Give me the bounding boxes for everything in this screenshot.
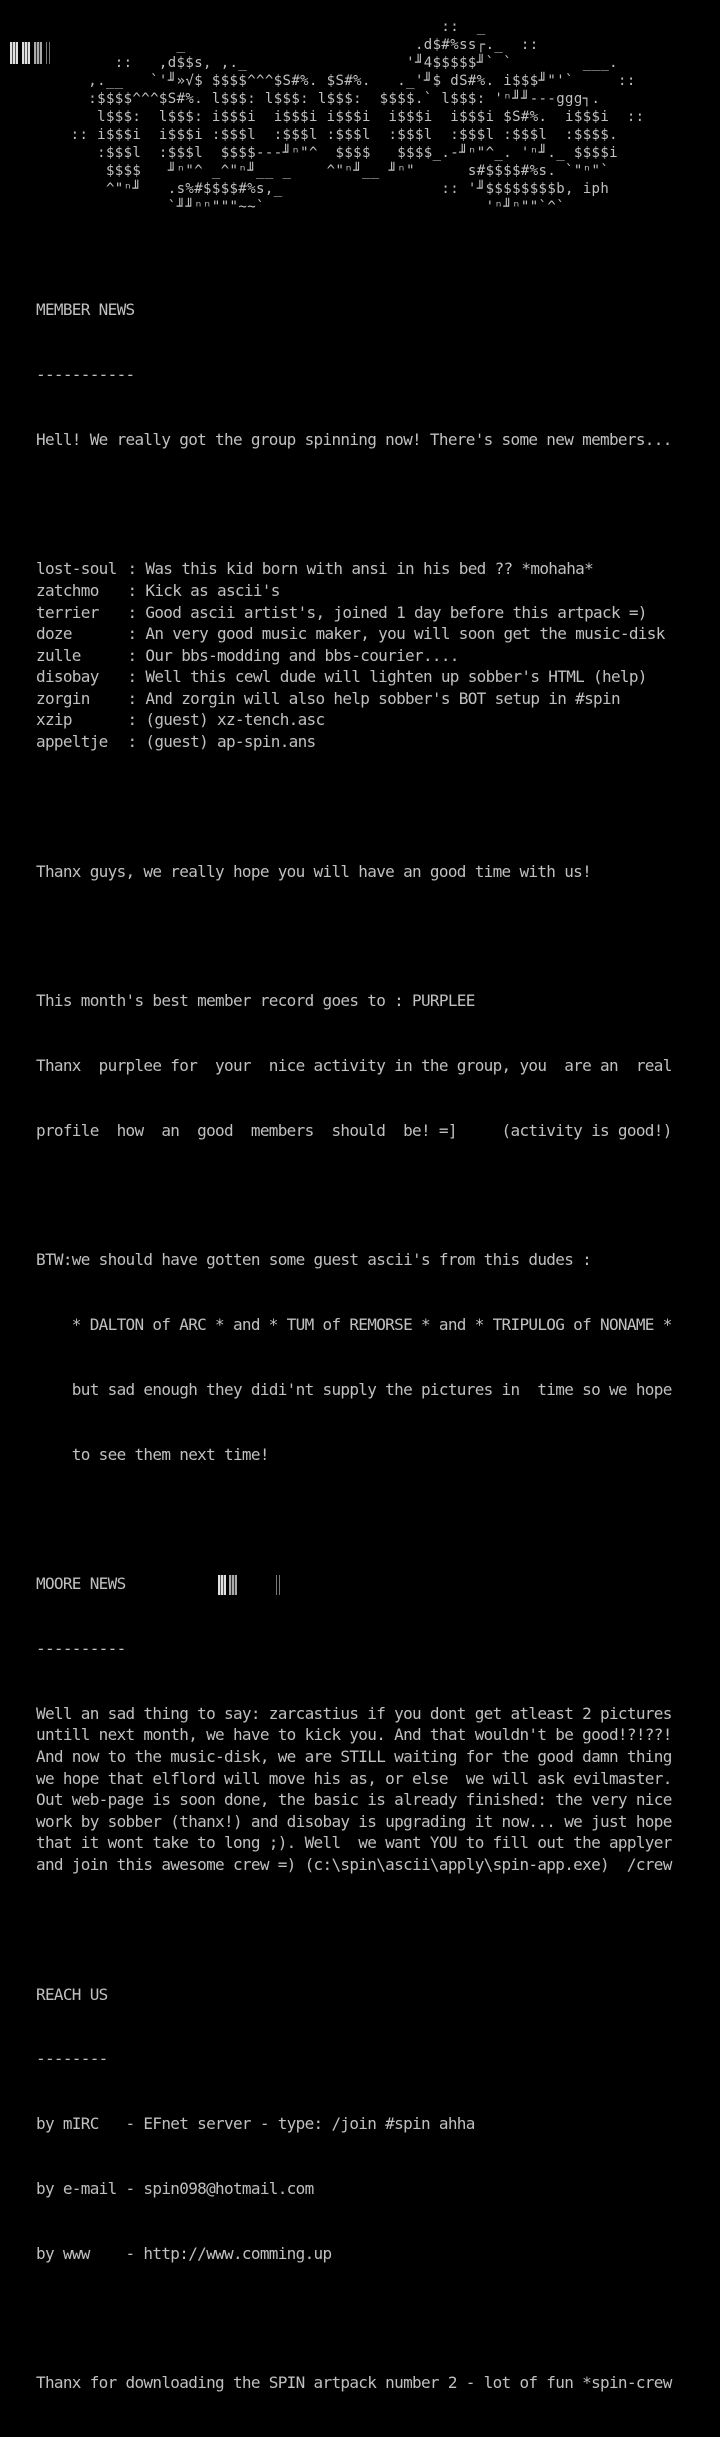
reach-mirc: by mIRC - EFnet server - type: /join #spin ahha [36, 2114, 475, 2134]
member-news-title: MEMBER NEWS [36, 300, 135, 320]
shade-block [276, 1575, 282, 1595]
member-row [36, 666, 672, 688]
blank-line [36, 1185, 672, 1207]
member-news-underline: ----------- [36, 364, 135, 384]
btw-line: to see them next time! [36, 1444, 269, 1464]
blank-line [36, 1508, 672, 1530]
member-separator: : [127, 602, 146, 622]
moore-news-line: and join this awesome crew =) (c:\spin\ascii\apply\spin-app.exe) /crew [36, 1854, 672, 1874]
reach-www: by www - http://www.comming.up [36, 2243, 332, 2263]
nfo-body [36, 256, 672, 2437]
moore-news-line: untill next month, we have to kick you. And that wouldn't be good!?!??! [36, 1725, 672, 1745]
member-separator: : [127, 580, 146, 600]
moore-news-line: that it wont take to long ;). Well we want YOU to fill out the applyer [36, 1833, 672, 1853]
moore-news-underline: ---------- [36, 1639, 126, 1658]
member-name: zulle [36, 645, 81, 665]
member-list [36, 558, 672, 752]
member-name: appeltje [36, 732, 108, 752]
blank-line [36, 494, 672, 516]
member-name: terrier [36, 602, 99, 622]
member-name: disobay [36, 667, 99, 687]
blank-line [36, 796, 672, 818]
record-desc: Thanx purplee for your nice activity in the group, you are an real [36, 1055, 672, 1075]
blank-line [36, 1919, 672, 1941]
member-row [36, 645, 672, 667]
member-name: xzip [36, 710, 72, 730]
member-name: zatchmo [36, 580, 99, 600]
record-desc: profile how an good members should be! =] (activity is good!) [36, 1120, 672, 1140]
moore-news-line: And now to the music-disk, we are STILL waiting for the good damn thing [36, 1746, 672, 1766]
moore-news-line: Out web-page is soon done, the basic is already finished: the very nice [36, 1790, 672, 1810]
member-separator: : [127, 688, 146, 708]
member-desc: Kick as ascii's [145, 580, 280, 600]
member-separator: : [127, 559, 146, 579]
member-desc: An very good music maker, you will soon get the music-disk [145, 624, 665, 644]
btw-line: but sad enough they didi'nt supply the pictures in time so we hope [36, 1379, 672, 1399]
member-row [36, 688, 672, 710]
record-line: This month's best member record goes to : PURPLEE [36, 991, 475, 1011]
shade-block [218, 1575, 226, 1595]
member-desc: (guest) xz-tench.asc [145, 710, 325, 730]
section-shade-blocks [218, 1575, 282, 1595]
member-row [36, 623, 672, 645]
reach-us-underline: -------- [36, 2049, 108, 2069]
member-desc: And zorgin will also help sobber's BOT setup in #spin [145, 688, 620, 708]
moore-news-line: Well an sad thing to say: zarcastius if you dont get atleast 2 pictures [36, 1703, 672, 1723]
member-name: zorgin [36, 688, 90, 708]
moore-news-heading [36, 1573, 672, 1595]
moore-news-body [36, 1703, 672, 1876]
member-thanks: Thanx guys, we really hope you will have an good time with us! [36, 861, 592, 881]
member-row [36, 580, 672, 602]
shade-block [229, 1575, 237, 1595]
btw-line: BTW:we should have gotten some guest ascii's from this dudes : [36, 1250, 592, 1270]
moore-news-line: work by sobber (thanx!) and disobay is upgrading it now... we just hope [36, 1811, 672, 1831]
footer-line: Thanx for downloading the SPIN artpack number 2 - lot of fun *spin-crew [36, 2373, 672, 2393]
member-separator: : [127, 732, 146, 752]
blank-line [36, 2307, 672, 2329]
member-news-intro: Hell! We really got the group spinning now! There's some new members... [36, 429, 672, 449]
moore-news-title: MOORE NEWS [36, 1574, 126, 1594]
member-desc: Was this kid born with ansi in his bed ?? *mohaha* [145, 559, 594, 579]
member-row [36, 602, 672, 624]
member-separator: : [127, 645, 146, 665]
blank-line [36, 925, 672, 947]
member-desc: Good ascii artist's, joined 1 day before this artpack =) [145, 602, 647, 622]
member-separator: : [127, 667, 146, 687]
member-desc: Well this cewl dude will lighten up sobber's HTML (help) [145, 667, 647, 687]
member-desc: (guest) ap-spin.ans [145, 732, 316, 752]
spin-ascii-logo: :: _ _ .d$#%ss┌._ :: :: ,d$$s, ,._ '╜4$$$$$╜` ` ___. ,.__ `'╜»√$ $$$$^^^$S#%. $S#%. ._'╜$ dS#%. i$$$╜"'` :: :$$$$^^^$S#%. l$$$: l$$$: l$$$: $$$$.` l$$$: 'ⁿ╜╜---ggg┐. l$$$: l$$$: i$$$i i$$$i i$$$i i$$$i i$$$i $S#%. i$$$i :: :: i$$$i i$$$i :$$$l :$$$l :$$$l :$$$l :$$$l :$$$l :$$$$. :$$$l :$$$l $$$$---╜ⁿ"^ $$$$ $$$$_.-╜ⁿ"^_. 'ⁿ╜._ $$$$i $$$$ ╜ⁿ"^ _^"ⁿ╜__ _ ^"ⁿ╜__ ╜ⁿ" s#$$$$#%s. `"ⁿ"` ^"ⁿ╜ .s%#$$$$#%s,_ :: '╜$$$$$$$$b, iph `╜╜ⁿⁿ"""~~` 'ⁿ╜ⁿ""`^` [70, 19, 645, 215]
reach-email: by e-mail - spin098@hotmail.com [36, 2178, 314, 2198]
member-row [36, 558, 672, 580]
moore-news-line: we hope that elflord will move his as, or else we will ask evilmaster. [36, 1768, 672, 1788]
btw-line: * DALTON of ARC * and * TUM of REMORSE * and * TRIPULOG of NONAME * [36, 1315, 672, 1335]
reach-us-title: REACH US [36, 1984, 108, 2004]
member-row [36, 709, 672, 731]
member-name: doze [36, 624, 72, 644]
member-name: lost-soul [36, 559, 117, 579]
member-row [36, 731, 672, 753]
member-desc: Our bbs-modding and bbs-courier.... [145, 645, 459, 665]
member-separator: : [127, 624, 146, 644]
member-separator: : [127, 710, 146, 730]
